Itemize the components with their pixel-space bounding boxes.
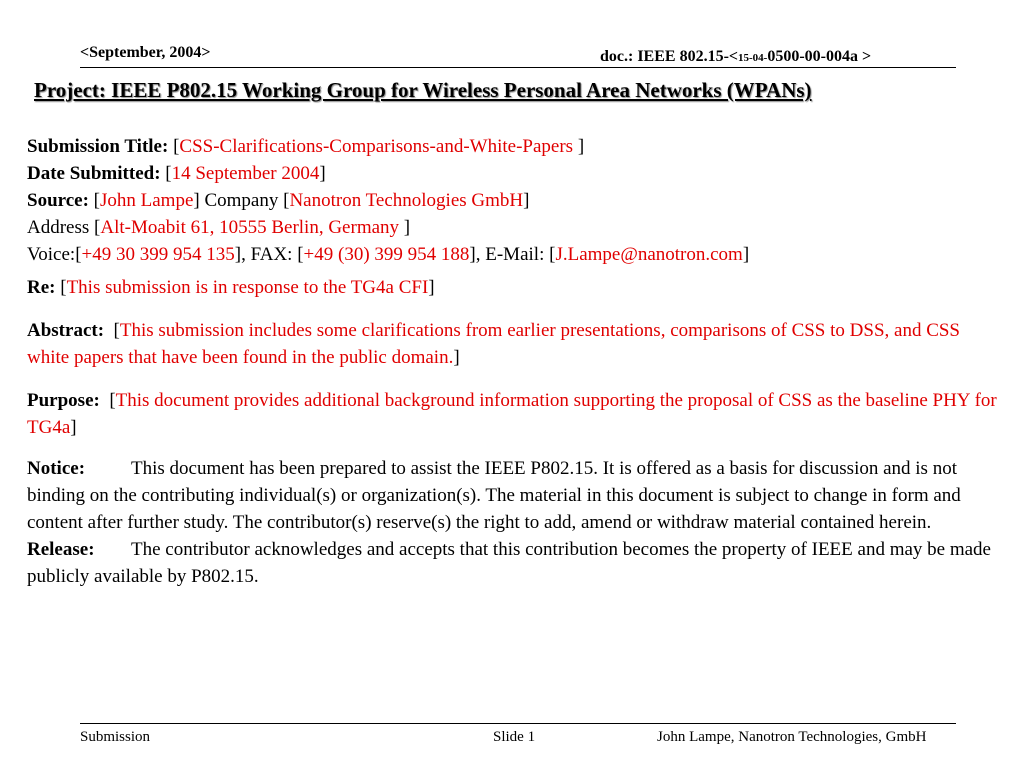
- abstract-value: This submission includes some clarifications from earlier presentations, comparisons of CSS to DSS, and CSS white papers that have been found in the public domain.: [27, 320, 960, 368]
- footer-submission: Submission: [80, 729, 151, 745]
- date-submitted-value: 14 September 2004: [171, 163, 320, 184]
- re-line: Re: [This submission is in response to the TG4a CFI]: [27, 277, 435, 298]
- submission-title-label: Submission Title:: [27, 136, 169, 157]
- header-doc-id: [600, 48, 871, 66]
- email-label: , E-Mail:: [475, 244, 550, 265]
- purpose-paragraph: Purpose: [This document provides additional background information supporting the proposal of CSS as the baseline PHY for TG4a]: [27, 390, 997, 438]
- doc-id-suffix: 0500-00-004a >: [767, 48, 872, 65]
- fax-value: +49 (30) 399 954 188: [303, 244, 470, 265]
- header-divider: [80, 67, 956, 68]
- document-body: [27, 133, 997, 590]
- project-title: Project: IEEE P802.15 Working Group for Wireless Personal Area Networks (WPANs): [34, 78, 812, 102]
- source-name: John Lampe: [100, 190, 194, 211]
- fax-label: , FAX:: [241, 244, 298, 265]
- footer-author: John Lampe, Nanotron Technologies, GmbH: [657, 729, 927, 745]
- purpose-label: Purpose:: [27, 390, 100, 411]
- notice-label: Notice:: [27, 458, 86, 479]
- release-label: Release:: [27, 539, 95, 560]
- voice-label: Voice:: [27, 244, 76, 265]
- submission-title-line: Submission Title: [CSS-Clarifications-Comparisons-and-White-Papers ]: [27, 136, 585, 157]
- date-submitted-label: Date Submitted:: [27, 163, 161, 184]
- release-value: The contributor acknowledges and accepts that this contribution becomes the property of IEEE and may be made publicly available by P802.15.: [27, 539, 991, 587]
- address-label: Address: [27, 217, 95, 238]
- footer-divider: [80, 723, 956, 724]
- re-value: This submission is in response to the TG4a CFI: [66, 277, 429, 298]
- company-value: Nanotron Technologies GmbH: [289, 190, 524, 211]
- date-submitted-line: Date Submitted: [14 September 2004]: [27, 163, 326, 184]
- notice-value: This document has been prepared to assist the IEEE P802.15. It is offered as a basis for discussion and is not binding on the contributing individual(s) or organization(s). The material in this document is subject to change in form and content after further study. The contributor(s) reserve(s) the right to add, amend or withdraw material contained herein.: [27, 458, 961, 533]
- voice-value: +49 30 399 954 135: [81, 244, 235, 265]
- address-line: Address [Alt-Moabit 61, 10555 Berlin, Germany ]: [27, 217, 411, 238]
- address-value: Alt-Moabit 61, 10555 Berlin, Germany: [100, 217, 404, 238]
- company-label: Company: [199, 190, 284, 211]
- header-date: <September, 2004>: [80, 44, 211, 61]
- abstract-label: Abstract:: [27, 320, 105, 341]
- contact-line: Voice:[+49 30 399 954 135], FAX: [+49 (30) 399 954 188], E-Mail: [J.Lampe@nanotron.com]: [27, 244, 750, 265]
- doc-id-prefix: doc.: IEEE 802.15-<: [600, 48, 739, 65]
- submission-title-value: CSS-Clarifications-Comparisons-and-White-Papers: [179, 136, 578, 157]
- notice-paragraph: [27, 455, 997, 536]
- doc-id-small: 15-04-: [738, 52, 768, 64]
- source-label: Source:: [27, 190, 89, 211]
- release-paragraph: [27, 536, 997, 590]
- footer-slide-number: Slide 1: [493, 729, 536, 745]
- purpose-value: This document provides additional background information supporting the proposal of CSS as the baseline PHY for TG4a: [27, 390, 997, 438]
- re-label: Re:: [27, 277, 56, 298]
- source-line: Source: [John Lampe] Company [Nanotron Technologies GmbH]: [27, 190, 530, 211]
- abstract-paragraph: Abstract: [This submission includes some clarifications from earlier presentations, comparisons of CSS to DSS, and CSS white papers that have been found in the public domain.]: [27, 320, 960, 368]
- email-value[interactable]: J.Lampe@nanotron.com: [555, 244, 743, 265]
